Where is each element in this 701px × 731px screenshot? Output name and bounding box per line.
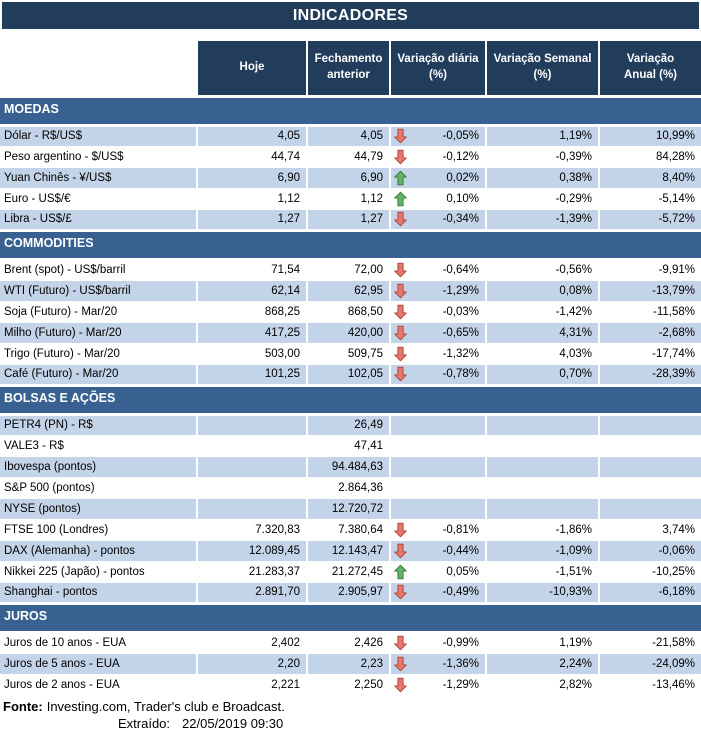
col-header-hoje: [197, 41, 307, 96]
hoje-value: 2,20: [197, 653, 307, 674]
col-header-text: Variação: [626, 53, 675, 66]
down-arrow-icon: [394, 522, 407, 537]
up-arrow-icon: [394, 170, 407, 185]
variacao-diaria-cell: [390, 167, 486, 188]
variacao-diaria-value: -1,36%: [442, 657, 479, 670]
hoje-value: 4,05: [197, 125, 307, 146]
down-arrow-icon: [394, 677, 407, 692]
footer: [0, 699, 701, 731]
table-row: [0, 343, 701, 364]
hoje-value: 2,402: [197, 632, 307, 653]
variacao-anual-value: 8,40%: [599, 167, 701, 188]
section-row: [0, 96, 701, 125]
table-row: [0, 364, 701, 385]
fechamento-anterior-value: 12.720,72: [307, 498, 390, 519]
variacao-semanal-value: -1,51%: [486, 561, 599, 582]
hoje-value: 101,25: [197, 364, 307, 385]
fechamento-anterior-value: 2.905,97: [307, 582, 390, 603]
variacao-semanal-value: -0,29%: [486, 188, 599, 209]
table-row: [0, 653, 701, 674]
variacao-diaria-value: 0,02%: [446, 171, 479, 184]
row-label: Yuan Chinês - ¥/US$: [0, 167, 197, 188]
down-arrow-icon: [394, 283, 407, 298]
variacao-diaria-cell: [390, 259, 486, 280]
variacao-semanal-value: 0,70%: [486, 364, 599, 385]
variacao-semanal-value: [486, 477, 599, 498]
variacao-anual-value: -9,91%: [599, 259, 701, 280]
row-label: S&P 500 (pontos): [0, 477, 197, 498]
variacao-semanal-value: 4,31%: [486, 322, 599, 343]
row-label: Ibovespa (pontos): [0, 456, 197, 477]
variacao-diaria-value: -1,29%: [442, 678, 479, 691]
variacao-diaria-cell: [390, 632, 486, 653]
row-label: Milho (Futuro) - Mar/20: [0, 322, 197, 343]
table-row: [0, 435, 701, 456]
hoje-value: 1,12: [197, 188, 307, 209]
variacao-diaria-value: -0,49%: [442, 586, 479, 598]
section-row: [0, 230, 701, 259]
variacao-anual-value: -28,39%: [599, 364, 701, 385]
variacao-anual-value: -13,46%: [599, 674, 701, 695]
section-row: [0, 385, 701, 414]
hoje-value: 2.891,70: [197, 582, 307, 603]
variacao-diaria-value: -1,32%: [442, 347, 479, 360]
row-label: Shanghai - pontos: [0, 582, 197, 603]
variacao-diaria-value: -0,44%: [442, 544, 479, 557]
variacao-diaria-value: 0,10%: [446, 192, 479, 205]
row-label: PETR4 (PN) - R$: [0, 414, 197, 435]
variacao-semanal-value: -0,39%: [486, 146, 599, 167]
table-row: [0, 259, 701, 280]
variacao-semanal-value: 0,38%: [486, 167, 599, 188]
col-header-text: (%): [429, 68, 447, 81]
variacao-diaria-value: -0,03%: [442, 305, 479, 318]
extracted-timestamp: 22/05/2019 09:30: [182, 715, 284, 731]
variacao-diaria-cell: [390, 477, 486, 498]
table-row: [0, 322, 701, 343]
variacao-diaria-value: -0,78%: [442, 368, 479, 380]
table-row: [0, 414, 701, 435]
down-arrow-icon: [394, 543, 407, 558]
variacao-diaria-cell: [390, 301, 486, 322]
variacao-semanal-value: [486, 435, 599, 456]
fechamento-anterior-value: 1,12: [307, 188, 390, 209]
variacao-anual-value: [599, 477, 701, 498]
section-header-commodities: COMMODITIES: [0, 230, 701, 259]
table-row: [0, 582, 701, 603]
fechamento-anterior-value: 21.272,45: [307, 561, 390, 582]
down-arrow-icon: [394, 212, 407, 227]
table-row: [0, 519, 701, 540]
extracted-label: Extraído:: [118, 715, 171, 731]
up-arrow-icon: [394, 564, 407, 579]
fechamento-anterior-value: 2,426: [307, 632, 390, 653]
variacao-anual-value: -13,79%: [599, 280, 701, 301]
col-header-variacao-anual: [599, 41, 701, 96]
variacao-diaria-value: -0,34%: [442, 213, 479, 225]
row-label: Juros de 10 anos - EUA: [0, 632, 197, 653]
variacao-anual-value: 3,74%: [599, 519, 701, 540]
variacao-diaria-cell: [390, 364, 486, 385]
variacao-diaria-cell: [390, 280, 486, 301]
hoje-value: 6,90: [197, 167, 307, 188]
variacao-anual-value: [599, 435, 701, 456]
table-row: [0, 456, 701, 477]
fechamento-anterior-value: 47,41: [307, 435, 390, 456]
row-label: DAX (Alemanha) - pontos: [0, 540, 197, 561]
variacao-semanal-value: 4,03%: [486, 343, 599, 364]
section-header-moedas: MOEDAS: [0, 96, 701, 125]
source-text: Investing.com, Trader's club e Broadcast.: [46, 698, 285, 714]
variacao-diaria-value: -0,65%: [442, 326, 479, 339]
variacao-semanal-value: 2,24%: [486, 653, 599, 674]
variacao-diaria-cell: [390, 343, 486, 364]
row-label: Euro - US$/€: [0, 188, 197, 209]
down-arrow-icon: [394, 129, 407, 144]
section-row: [0, 603, 701, 632]
variacao-diaria-cell: [390, 209, 486, 230]
variacao-anual-value: 84,28%: [599, 146, 701, 167]
fechamento-anterior-value: 72,00: [307, 259, 390, 280]
hoje-value: 21.283,37: [197, 561, 307, 582]
col-header-text: Hoje: [239, 60, 265, 73]
variacao-diaria-cell: [390, 561, 486, 582]
variacao-diaria-cell: [390, 146, 486, 167]
down-arrow-icon: [394, 263, 407, 278]
variacao-anual-value: [599, 456, 701, 477]
hoje-value: 2,221: [197, 674, 307, 695]
variacao-anual-value: -5,14%: [599, 188, 701, 209]
table-row: [0, 167, 701, 188]
corner-spacer: [0, 41, 197, 96]
down-arrow-icon: [394, 367, 407, 382]
fechamento-anterior-value: 420,00: [307, 322, 390, 343]
row-label: Soja (Futuro) - Mar/20: [0, 301, 197, 322]
variacao-anual-value: -2,68%: [599, 322, 701, 343]
table-row: [0, 674, 701, 695]
variacao-anual-value: -24,09%: [599, 653, 701, 674]
row-label: Peso argentino - $/US$: [0, 146, 197, 167]
col-header-variacao-semanal: [486, 41, 599, 96]
source-line: [0, 699, 701, 714]
hoje-value: 1,27: [197, 209, 307, 230]
variacao-semanal-value: [486, 498, 599, 519]
row-label: Nikkei 225 (Japão) - pontos: [0, 561, 197, 582]
variacao-diaria-cell: [390, 519, 486, 540]
variacao-anual-value: -11,58%: [599, 301, 701, 322]
variacao-semanal-value: 1,19%: [486, 632, 599, 653]
col-header-variacao-diaria: [390, 41, 486, 96]
table-row: [0, 477, 701, 498]
fechamento-anterior-value: 44,79: [307, 146, 390, 167]
col-header-text: Variação diária: [397, 53, 479, 66]
fechamento-anterior-value: 12.143,47: [307, 540, 390, 561]
variacao-diaria-cell: [390, 456, 486, 477]
hoje-value: [197, 435, 307, 456]
fechamento-anterior-value: 509,75: [307, 343, 390, 364]
section-header-bolsas-e-acoes: BOLSAS E AÇÕES: [0, 385, 701, 414]
col-header-text: Anual (%): [623, 68, 678, 81]
hoje-value: 44,74: [197, 146, 307, 167]
variacao-diaria-cell: [390, 540, 486, 561]
table-row: [0, 632, 701, 653]
fechamento-anterior-value: 1,27: [307, 209, 390, 230]
col-header-text: Variação Semanal: [493, 53, 592, 66]
table-row: [0, 188, 701, 209]
variacao-diaria-cell: [390, 653, 486, 674]
variacao-anual-value: [599, 498, 701, 519]
variacao-diaria-value: -0,81%: [442, 523, 479, 536]
column-header-row: [0, 41, 701, 96]
fechamento-anterior-value: 4,05: [307, 125, 390, 146]
indicators-report: [0, 2, 701, 731]
row-label: WTI (Futuro) - US$/barril: [0, 280, 197, 301]
hoje-value: [197, 414, 307, 435]
fechamento-anterior-value: 2.864,36: [307, 477, 390, 498]
indicators-table: [0, 41, 701, 696]
row-label: Dólar - R$/US$: [0, 125, 197, 146]
fechamento-anterior-value: 6,90: [307, 167, 390, 188]
fechamento-anterior-value: 94.484,63: [307, 456, 390, 477]
hoje-value: 71,54: [197, 259, 307, 280]
fechamento-anterior-value: 26,49: [307, 414, 390, 435]
indicators-table-body: [0, 96, 701, 695]
col-header-text: (%): [533, 68, 552, 81]
variacao-anual-value: -17,74%: [599, 343, 701, 364]
variacao-diaria-cell: [390, 322, 486, 343]
variacao-diaria-cell: [390, 674, 486, 695]
fechamento-anterior-value: 868,50: [307, 301, 390, 322]
row-label: Café (Futuro) - Mar/20: [0, 364, 197, 385]
fechamento-anterior-value: 102,05: [307, 364, 390, 385]
table-row: [0, 561, 701, 582]
variacao-semanal-value: [486, 456, 599, 477]
variacao-diaria-cell: [390, 414, 486, 435]
variacao-diaria-cell: [390, 188, 486, 209]
row-label: Brent (spot) - US$/barril: [0, 259, 197, 280]
down-arrow-icon: [394, 149, 407, 164]
fechamento-anterior-value: 62,95: [307, 280, 390, 301]
row-label: VALE3 - R$: [0, 435, 197, 456]
col-header-text: anterior: [327, 68, 370, 81]
hoje-value: 417,25: [197, 322, 307, 343]
table-row: [0, 540, 701, 561]
variacao-anual-value: -10,25%: [599, 561, 701, 582]
hoje-value: 868,25: [197, 301, 307, 322]
table-row: [0, 280, 701, 301]
row-label: Juros de 2 anos - EUA: [0, 674, 197, 695]
variacao-semanal-value: 0,08%: [486, 280, 599, 301]
variacao-anual-value: -5,72%: [599, 209, 701, 230]
row-label: Libra - US$/£: [0, 209, 197, 230]
row-label: Trigo (Futuro) - Mar/20: [0, 343, 197, 364]
variacao-semanal-value: -1,86%: [486, 519, 599, 540]
table-row: [0, 301, 701, 322]
variacao-diaria-cell: [390, 498, 486, 519]
hoje-value: [197, 456, 307, 477]
down-arrow-icon: [394, 346, 407, 361]
fechamento-anterior-value: 2,23: [307, 653, 390, 674]
up-arrow-icon: [394, 191, 407, 206]
variacao-diaria-cell: [390, 435, 486, 456]
variacao-semanal-value: -1,39%: [486, 209, 599, 230]
hoje-value: 62,14: [197, 280, 307, 301]
variacao-diaria-value: -1,29%: [442, 284, 479, 297]
variacao-anual-value: -6,18%: [599, 582, 701, 603]
hoje-value: 12.089,45: [197, 540, 307, 561]
row-label: Juros de 5 anos - EUA: [0, 653, 197, 674]
variacao-anual-value: -0,06%: [599, 540, 701, 561]
variacao-diaria-value: -0,99%: [442, 637, 479, 649]
variacao-diaria-value: 0,05%: [446, 565, 479, 578]
variacao-semanal-value: -1,42%: [486, 301, 599, 322]
fechamento-anterior-value: 7.380,64: [307, 519, 390, 540]
row-label: NYSE (pontos): [0, 498, 197, 519]
variacao-diaria-value: -0,12%: [442, 150, 479, 163]
variacao-semanal-value: -1,09%: [486, 540, 599, 561]
variacao-semanal-value: [486, 414, 599, 435]
variacao-anual-value: 10,99%: [599, 125, 701, 146]
hoje-value: [197, 477, 307, 498]
variacao-diaria-value: -0,05%: [442, 130, 479, 142]
hoje-value: 7.320,83: [197, 519, 307, 540]
variacao-diaria-cell: [390, 582, 486, 603]
table-row: [0, 209, 701, 230]
down-arrow-icon: [394, 656, 407, 671]
down-arrow-icon: [394, 585, 407, 600]
page-title: INDICADORES: [2, 2, 699, 29]
variacao-anual-value: -21,58%: [599, 632, 701, 653]
variacao-semanal-value: -0,56%: [486, 259, 599, 280]
source-label: Fonte:: [3, 698, 43, 714]
variacao-diaria-value: -0,64%: [442, 264, 479, 276]
table-row: [0, 125, 701, 146]
fechamento-anterior-value: 2,250: [307, 674, 390, 695]
down-arrow-icon: [394, 304, 407, 319]
hoje-value: [197, 498, 307, 519]
down-arrow-icon: [394, 636, 407, 651]
table-row: [0, 146, 701, 167]
table-row: [0, 498, 701, 519]
variacao-diaria-cell: [390, 125, 486, 146]
col-header-text: Fechamento: [314, 53, 383, 66]
variacao-semanal-value: 2,82%: [486, 674, 599, 695]
variacao-semanal-value: 1,19%: [486, 125, 599, 146]
down-arrow-icon: [394, 325, 407, 340]
hoje-value: 503,00: [197, 343, 307, 364]
variacao-anual-value: [599, 414, 701, 435]
section-header-juros: JUROS: [0, 603, 701, 632]
extracted-line: [0, 716, 701, 731]
variacao-semanal-value: -10,93%: [486, 582, 599, 603]
col-header-fechamento-anterior: [307, 41, 390, 96]
row-label: FTSE 100 (Londres): [0, 519, 197, 540]
